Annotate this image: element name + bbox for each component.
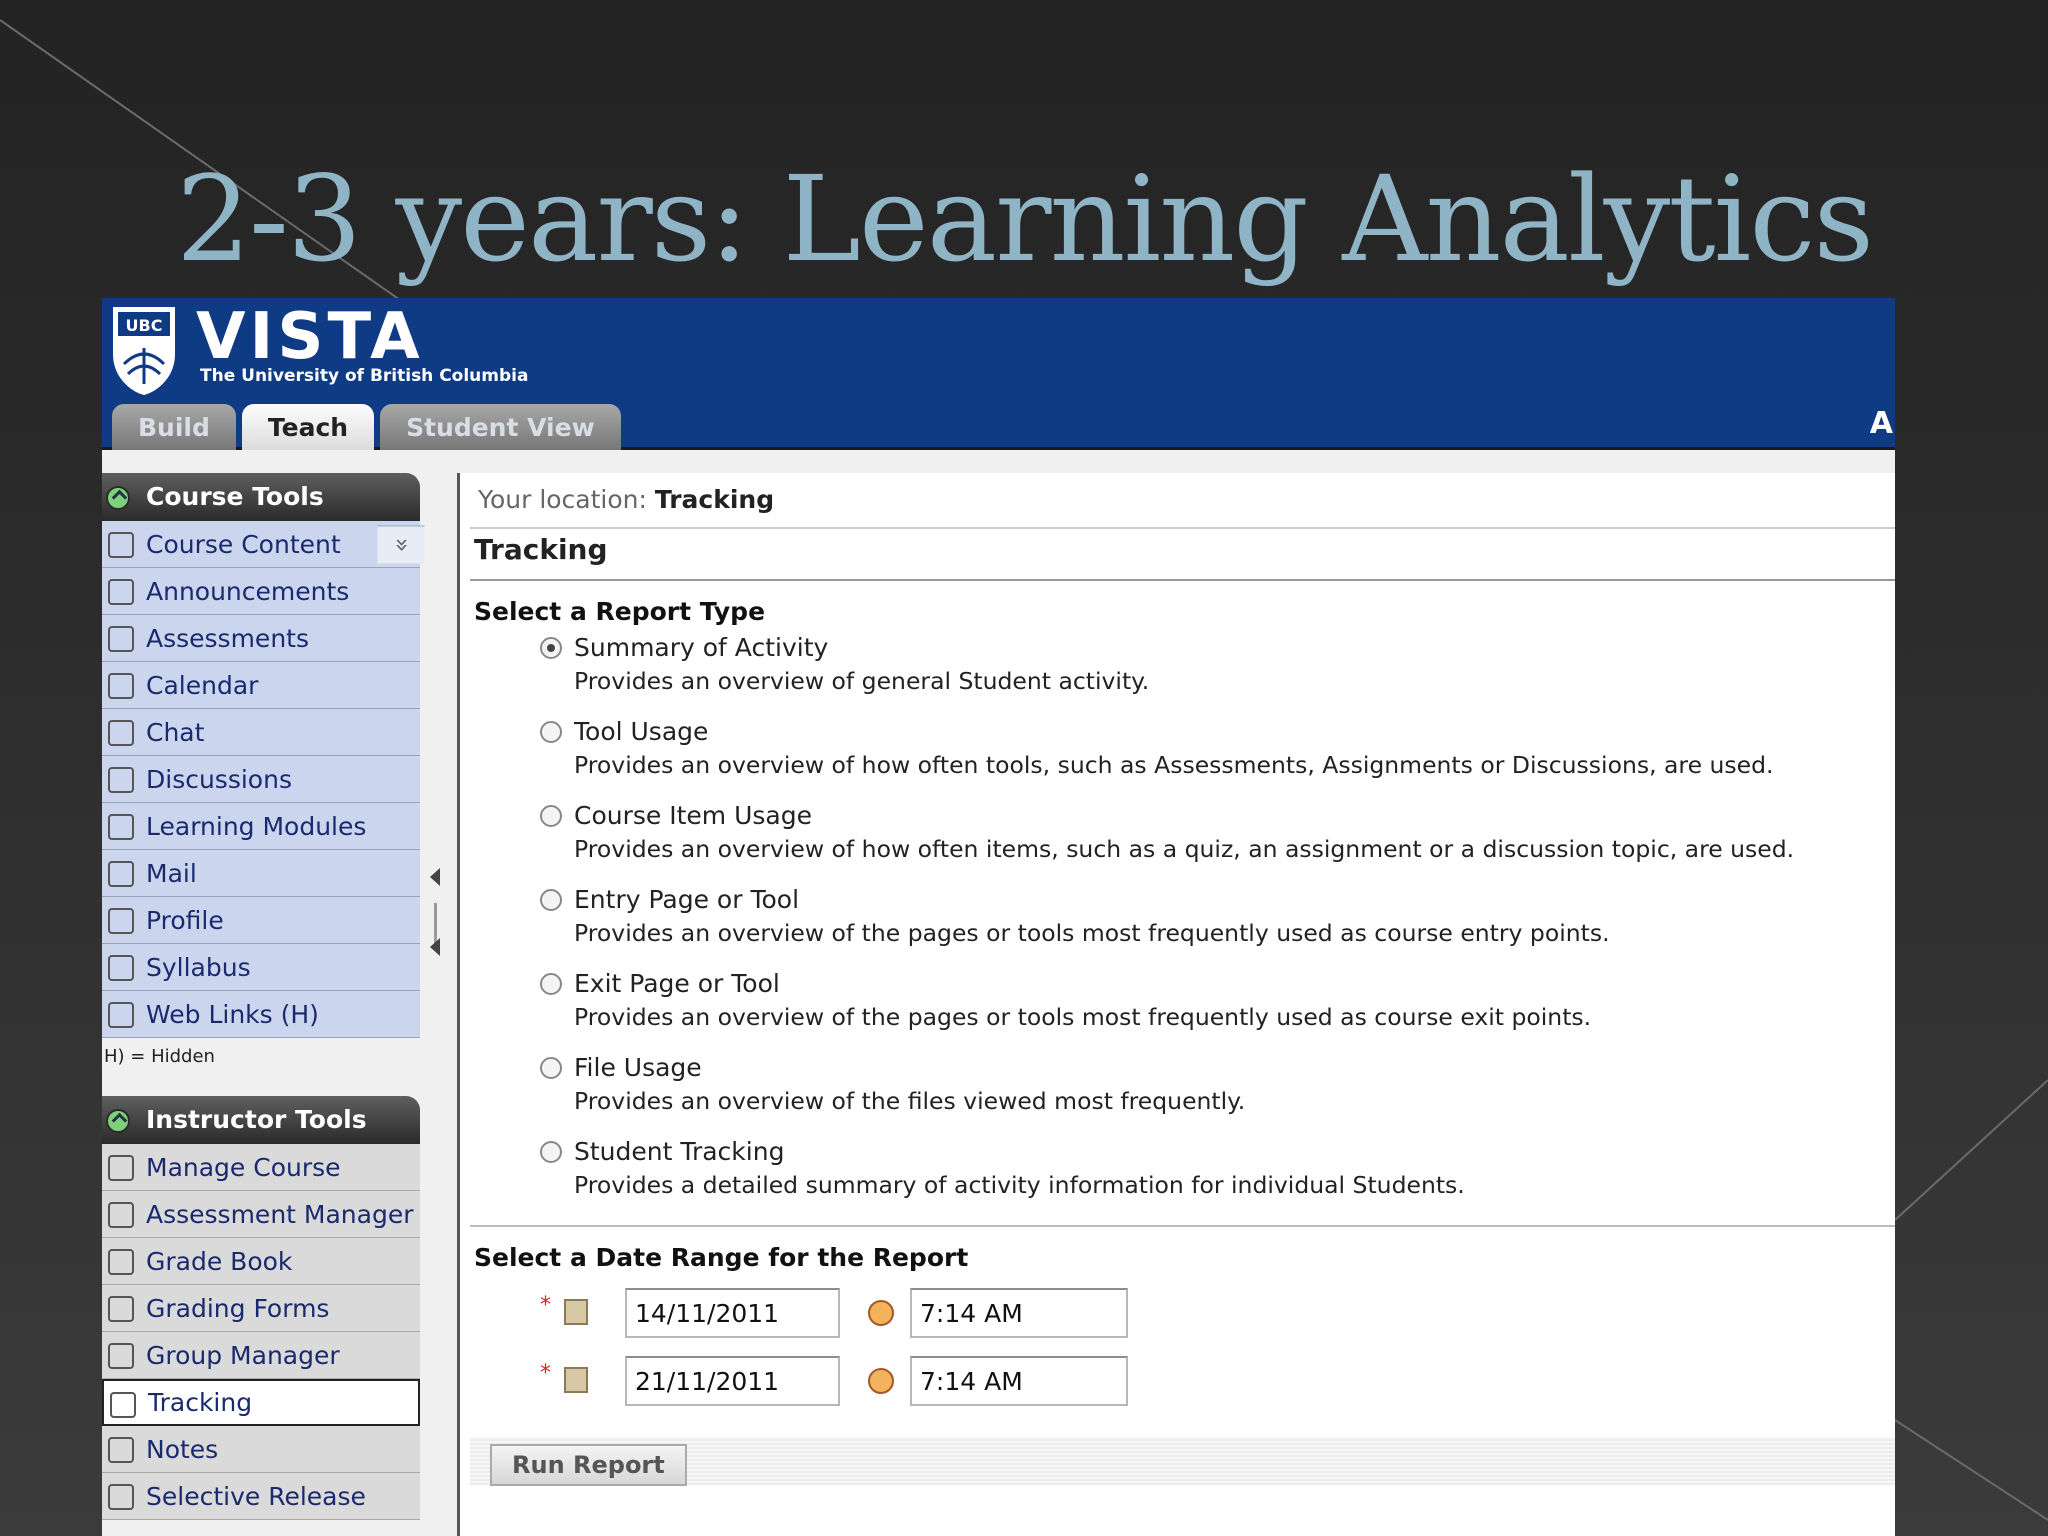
chart-icon <box>110 1392 136 1418</box>
sidebar-item-mail[interactable] <box>102 850 420 897</box>
sidebar-item-label: Group Manager <box>146 1340 340 1370</box>
report-option <box>540 885 1895 955</box>
module-icon <box>108 814 134 840</box>
start-date-input[interactable] <box>625 1288 840 1338</box>
breadcrumb-prefix: Your location: <box>478 485 655 514</box>
assessment-icon <box>108 1202 134 1228</box>
tab-build[interactable]: Build <box>112 404 236 450</box>
report-option-description: Provides an overview of how often tools, such as Assessments, Assignments or Discussions, are used. <box>574 751 1774 779</box>
report-option-description: Provides an overview of the pages or tools most frequently used as course exit points. <box>574 1003 1592 1031</box>
report-option <box>540 633 1895 703</box>
sidebar-item-manage-course[interactable] <box>102 1144 420 1191</box>
report-option-description: Provides an overview of the files viewed most frequently. <box>574 1087 1246 1115</box>
report-type-radio[interactable] <box>540 637 562 659</box>
report-option <box>540 717 1895 787</box>
sidebar-item-label: Syllabus <box>146 952 251 982</box>
sidebar-item-label: Tracking <box>148 1388 253 1417</box>
sidebar-item-selective-release[interactable] <box>102 1473 420 1520</box>
ubc-shield-logo <box>110 304 178 396</box>
sidebar-item-label: Learning Modules <box>146 811 367 841</box>
sidebar-item-label: Notes <box>146 1434 219 1464</box>
instructor-tools-title: Instructor Tools <box>146 1105 367 1134</box>
date-range-heading: Select a Date Range for the Report <box>474 1243 969 1272</box>
slide-title: 2-3 years: Learning Analytics <box>175 150 1873 288</box>
banner-edge-text: A <box>1869 406 1893 441</box>
report-option-label[interactable]: File Usage <box>574 1053 702 1082</box>
report-option-description: Provides a detailed summary of activity information for individual Students. <box>574 1171 1465 1199</box>
sidebar-item-discussions[interactable] <box>102 756 420 803</box>
notes-icon <box>108 1437 134 1463</box>
divider <box>470 527 1895 529</box>
link-icon <box>108 1002 134 1028</box>
chat-bubble-icon <box>108 720 134 746</box>
brand-subtitle: The University of British Columbia <box>200 366 529 386</box>
breadcrumb-current: Tracking <box>654 485 775 514</box>
report-option-label[interactable]: Entry Page or Tool <box>574 885 800 914</box>
breadcrumb <box>478 485 774 514</box>
report-option-label[interactable]: Tool Usage <box>574 717 709 746</box>
sidebar-item-label: Profile <box>146 905 224 935</box>
form-icon <box>108 1296 134 1322</box>
sidebar-item-label: Assessments <box>146 623 309 653</box>
report-type-radio[interactable] <box>540 1057 562 1079</box>
books-icon <box>108 1155 134 1181</box>
sidebar-item-label: Course Content <box>146 529 341 559</box>
sidebar-item-group-manager[interactable] <box>102 1332 420 1379</box>
svg-text:UBC: UBC <box>125 316 163 335</box>
instructor-tools-list <box>102 1144 420 1520</box>
report-option-label[interactable]: Exit Page or Tool <box>574 969 780 998</box>
sidebar-item-profile[interactable] <box>102 897 420 944</box>
report-option <box>540 1053 1895 1123</box>
divider <box>470 579 1895 581</box>
sidebar-item-label: Grade Book <box>146 1246 293 1276</box>
sidebar-item-grade-book[interactable] <box>102 1238 420 1285</box>
sidebar-item-label: Discussions <box>146 764 292 794</box>
tracking-panel <box>457 473 1895 1536</box>
sidebar-item-announcements[interactable] <box>102 568 420 615</box>
sidebar-item-label: Chat <box>146 717 205 747</box>
brand-name: VISTA <box>196 300 424 374</box>
instructor-tools-header[interactable] <box>102 1096 420 1144</box>
clock-icon[interactable] <box>868 1368 894 1394</box>
sidebar-item-calendar[interactable] <box>102 662 420 709</box>
end-time-input[interactable] <box>910 1356 1128 1406</box>
sidebar-splitter[interactable] <box>430 868 442 1268</box>
syllabus-icon <box>108 955 134 981</box>
collapse-icon[interactable] <box>106 1109 130 1133</box>
gradebook-icon <box>108 1249 134 1275</box>
report-type-radio[interactable] <box>540 805 562 827</box>
assessment-icon <box>108 626 134 652</box>
required-marker: * <box>540 1293 551 1318</box>
sidebar-item-label: Announcements <box>146 576 350 606</box>
sidebar <box>102 473 420 1520</box>
collapse-left-arrow-icon[interactable] <box>430 938 440 956</box>
sidebar-item-label: Grading Forms <box>146 1293 330 1323</box>
course-tools-list <box>102 521 420 1038</box>
calendar-icon[interactable] <box>564 1299 588 1325</box>
divider <box>470 1225 1895 1227</box>
report-option-description: Provides an overview of the pages or tools most frequently used as course entry points. <box>574 919 1610 947</box>
sidebar-item-label: Web Links (H) <box>146 999 319 1029</box>
report-type-radio[interactable] <box>540 889 562 911</box>
clock-icon[interactable] <box>868 1300 894 1326</box>
calendar-icon <box>108 673 134 699</box>
expand-chevron-icon[interactable]: » <box>378 526 425 564</box>
sidebar-item-assessments[interactable] <box>102 615 420 662</box>
vista-banner <box>102 298 1895 450</box>
sidebar-item-syllabus[interactable] <box>102 944 420 991</box>
megaphone-icon <box>108 579 134 605</box>
tab-student-view[interactable]: Student View <box>380 404 621 450</box>
pushpin-icon <box>108 767 134 793</box>
calendar-icon[interactable] <box>564 1367 588 1393</box>
report-option-label[interactable]: Student Tracking <box>574 1137 785 1166</box>
report-option-label[interactable]: Course Item Usage <box>574 801 812 830</box>
sidebar-item-grading-forms[interactable] <box>102 1285 420 1332</box>
course-tools-title: Course Tools <box>146 482 324 511</box>
group-icon <box>108 1343 134 1369</box>
sidebar-item-course-content[interactable] <box>102 521 420 568</box>
end-date-input[interactable] <box>625 1356 840 1406</box>
vista-app-window <box>102 298 1895 1536</box>
home-icon <box>108 532 134 558</box>
sidebar-item-tracking[interactable] <box>102 1379 420 1426</box>
report-type-radio[interactable] <box>540 973 562 995</box>
collapse-icon[interactable] <box>106 486 130 510</box>
report-option-description: Provides an overview of how often items, such as a quiz, an assignment or a discussion topic, are used. <box>574 835 1795 863</box>
course-tools-header[interactable] <box>102 473 420 521</box>
report-type-heading: Select a Report Type <box>474 597 766 626</box>
sidebar-item-label: Mail <box>146 858 197 888</box>
sidebar-item-assessment-manager[interactable] <box>102 1191 420 1238</box>
run-report-button[interactable]: Run Report <box>490 1444 687 1486</box>
report-option <box>540 1137 1895 1207</box>
report-option <box>540 801 1895 871</box>
mail-icon <box>108 861 134 887</box>
report-type-radio[interactable] <box>540 1141 562 1163</box>
collapse-left-arrow-icon[interactable] <box>430 868 440 886</box>
sidebar-item-web-links-h[interactable] <box>102 991 420 1038</box>
people-icon <box>108 908 134 934</box>
release-icon <box>108 1484 134 1510</box>
sidebar-item-notes[interactable] <box>102 1426 420 1473</box>
hidden-legend: H) = Hidden <box>104 1046 215 1067</box>
sidebar-item-label: Selective Release <box>146 1481 366 1511</box>
report-option <box>540 969 1895 1039</box>
sidebar-item-label: Manage Course <box>146 1152 341 1182</box>
sidebar-item-learning-modules[interactable] <box>102 803 420 850</box>
report-type-radio[interactable] <box>540 721 562 743</box>
sidebar-item-label: Assessment Manager <box>146 1199 414 1229</box>
start-time-input[interactable] <box>910 1288 1128 1338</box>
page-title: Tracking <box>474 533 608 566</box>
tab-teach[interactable]: Teach <box>242 404 374 450</box>
sidebar-item-label: Calendar <box>146 670 259 700</box>
sidebar-item-chat[interactable] <box>102 709 420 756</box>
main-tabs <box>112 404 621 450</box>
report-option-description: Provides an overview of general Student activity. <box>574 667 1150 695</box>
report-option-label[interactable]: Summary of Activity <box>574 633 829 662</box>
required-marker: * <box>540 1361 551 1386</box>
